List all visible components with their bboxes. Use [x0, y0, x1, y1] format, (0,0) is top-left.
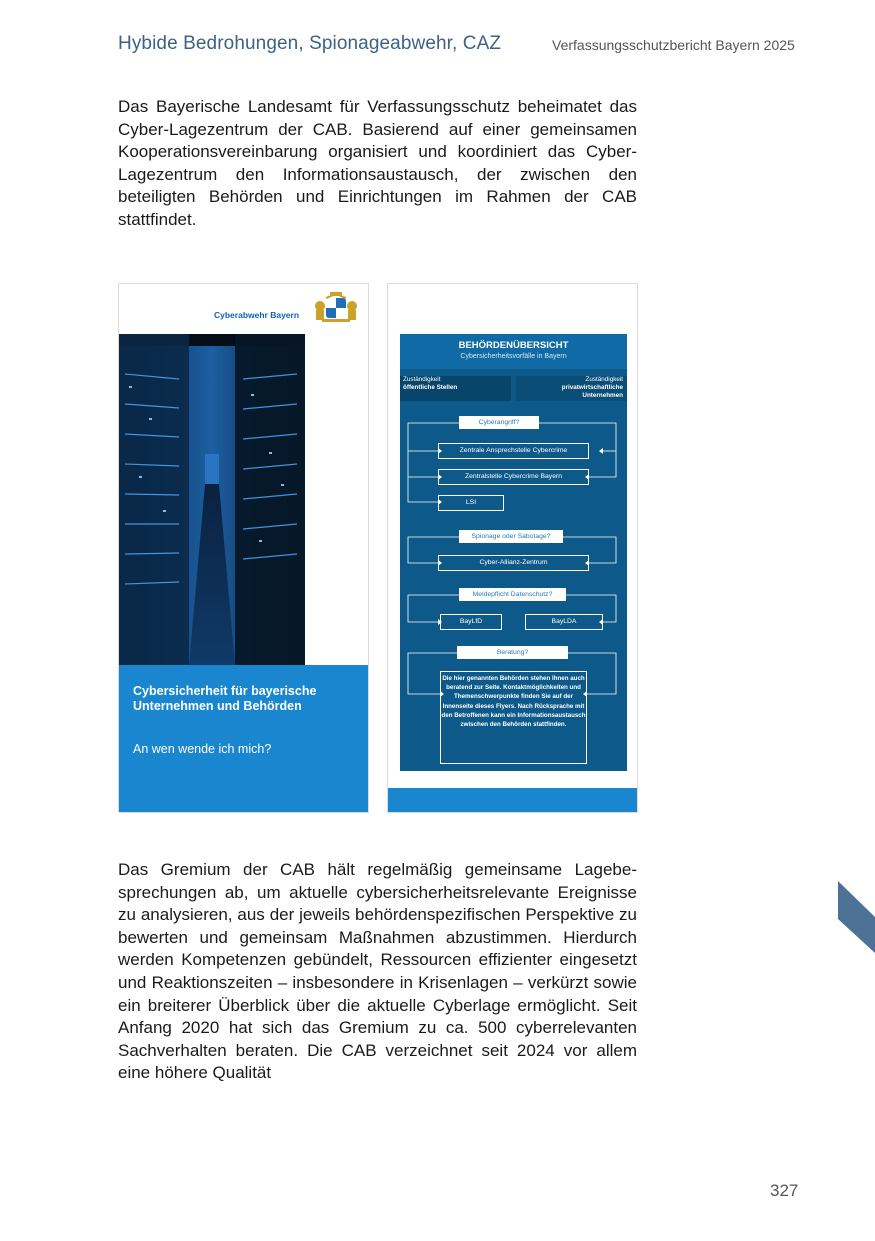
- flyer-front-image: [118, 283, 369, 813]
- column-private-value-2: Unternehmen: [582, 392, 623, 399]
- flyer-front-blue-panel: [119, 665, 369, 813]
- box-cyber-alliance-center: Cyber-Allianz-Zentrum: [438, 555, 589, 571]
- box-baylda: BayLDA: [525, 614, 603, 630]
- body-paragraph-1: Das Bayerische Landesamt für Verfassungsschutz beheimatet das Cyber-Lagezentrum der CAB. Basierend auf einer gemeinsamen Kooperationsvereinbarung organisiert und koordiniert das Cyber-Lagezentrum den Informationsaustausch, der zwischen den beteiligten Behörden und Einrichtungen im Rahmen der CAB stattfindet.: [118, 97, 637, 229]
- authority-overview-diagram: [400, 334, 627, 771]
- diagram-heading: BEHÖRDENÜBERSICHT: [458, 340, 569, 351]
- question-consulting: Beratung?: [457, 646, 568, 659]
- column-public-value: öffentliche Stellen: [403, 384, 458, 391]
- box-lsi: LSI: [438, 495, 504, 511]
- box-baylfd: BayLfD: [440, 614, 502, 630]
- column-private-value-1: privatwirtschaftliche: [561, 384, 623, 391]
- column-public-label: Zuständigkeit: [403, 376, 441, 383]
- flyer-front-title: Cybersicherheit für bayerische Unternehmen und Behörden: [133, 684, 317, 713]
- question-cyberattack: Cyberangriff?: [459, 416, 539, 429]
- flyer-back-bottom-band: [388, 788, 638, 813]
- question-espionage-sabotage: Spionage oder Sabotage?: [459, 530, 563, 543]
- flyer-brand: Cyberabwehr Bayern: [214, 310, 300, 320]
- page-number: 327: [770, 1181, 799, 1200]
- column-private-label: Zuständigkeit: [585, 376, 623, 383]
- flyer-front-subtitle: An wen wende ich mich?: [133, 742, 272, 756]
- body-paragraph-2: Das Gremium der CAB hält regelmäßig gemeinsame Lagebesprechungen ab, um aktuelle cybersicherheitsrelevante Ereignisse zu analysieren, aus der jeweils behördenspezifischen Perspektive zu bewerten und gemeinsam Maßnahmen abzustimmen. Hierdurch werden Kompetenzen gebündelt, Ressourcen effizienter eingesetzt und Reaktionszeiten – insbesondere in Krisenlagen – verkürzt sowie ein breiterer Überblick über die aktuelle Cyberlage ermöglicht. Seit Anfang 2020 hat sich das Gremium zu ca. 500 cyberrelevanten Sachverhalten beraten. Die CAB verzeichnet seit 2024 vor allem eine höhere Qualität: [118, 860, 637, 1083]
- bavarian-coat-of-arms-icon: [312, 292, 360, 324]
- running-header-report: Verfassungsschutzbericht Bayern 2025: [552, 37, 795, 53]
- chapter-tab-marker: [838, 881, 875, 953]
- box-central-office-cybercrime: Zentralstelle Cybercrime Bayern: [438, 469, 589, 485]
- diagram-subheading: Cybersicherheitsvorfälle in Bayern: [460, 353, 567, 360]
- flyer-back-image: [387, 283, 638, 813]
- question-data-protection-reporting: Meldepflicht Datenschutz?: [459, 588, 566, 601]
- box-central-contact-cybercrime: Zentrale Ansprechstelle Cybercrime: [438, 443, 589, 459]
- server-room-photo: [119, 334, 305, 665]
- diagram-note: Die hier genannten Behörden stehen Ihnen auch beratend zur Seite. Kontaktmöglichkeiten und Themenschwerpunkte finden Sie auf der Innenseite dieses Flyers. Nach Rücksprache mit den Betroffenen kann ein Informationsaustausch zwischen den Behörden stattfinden.: [440, 671, 587, 764]
- running-header-chapter: Hybide Bedrohungen, Spionageabwehr, CAZ: [118, 33, 502, 54]
